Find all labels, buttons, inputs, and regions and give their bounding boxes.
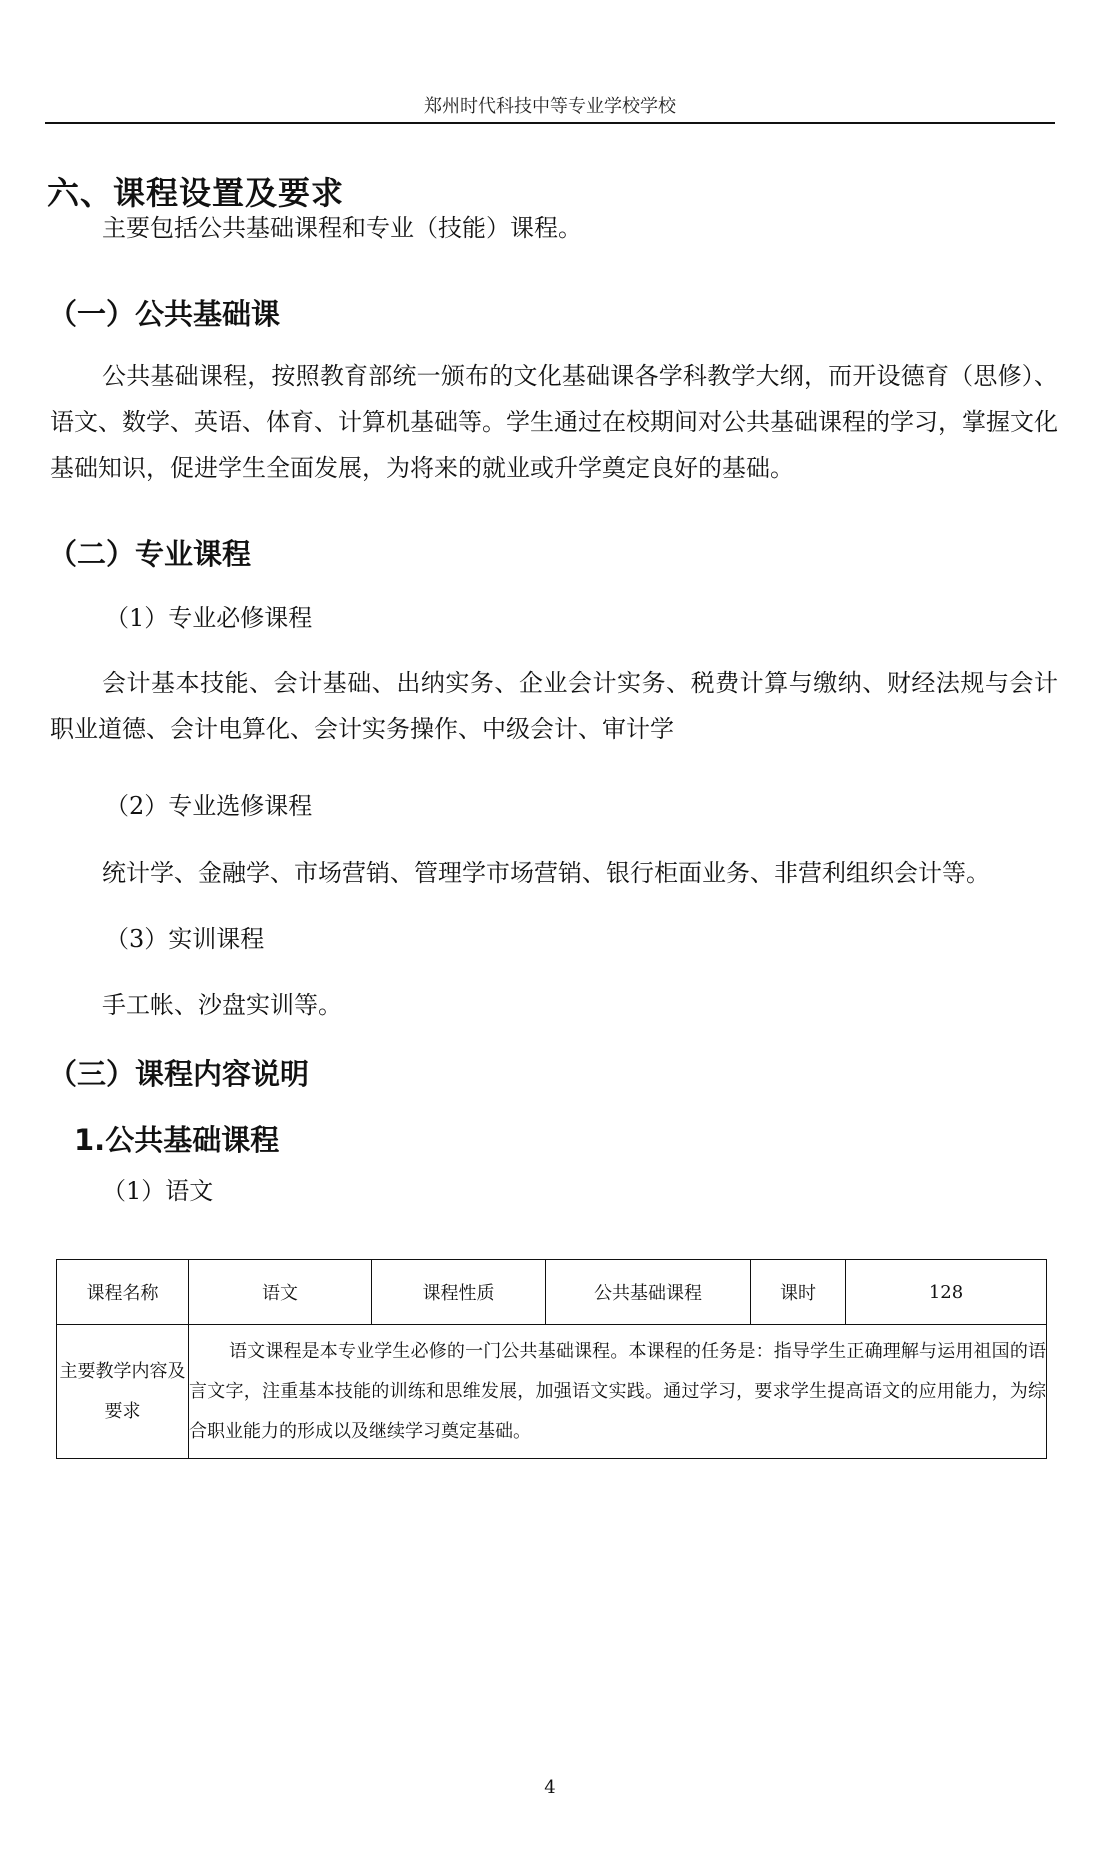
chinese-course-label: （1）语文 xyxy=(102,1177,214,1205)
public-basic-paragraph: 公共基础课程，按照教育部统一颁布的文化基础课各学科教学大纲，而开设德育（思修）、语文、数学、英语、体育、计算机基础等。学生通过在校期间对公共基础课程的学习，掌握文化基础知识，促进学生全面发展，为将来的就业或升学奠定良好的基础。 xyxy=(50,362,1058,482)
course-name-label: 课程名称 xyxy=(57,1260,189,1325)
teaching-content-label: 主要教学内容及要求 xyxy=(57,1325,189,1459)
public-basic-heading: （一）公共基础课 xyxy=(48,297,281,331)
public-basic-courses-subheading: 1.公共基础课程 xyxy=(74,1123,280,1157)
professional-heading: （二）专业课程 xyxy=(48,537,252,571)
required-courses-label: （1）专业必修课程 xyxy=(105,604,313,632)
required-courses-text: 会计基本技能、会计基础、出纳实务、企业会计实务、税费计算与缴纳、财经法规与会计职业道德、会计电算化、会计实务操作、中级会计、审计学 xyxy=(50,669,1058,743)
course-nature-label: 课程性质 xyxy=(372,1260,546,1325)
course-nature-value: 公共基础课程 xyxy=(546,1260,751,1325)
page-header-title: 郑州时代科技中等专业学校学校 xyxy=(424,96,676,117)
course-info-table xyxy=(56,1259,1047,1459)
table-row xyxy=(57,1325,1047,1459)
course-hours-label: 课时 xyxy=(751,1260,846,1325)
section-intro: 主要包括公共基础课程和专业（技能）课程。 xyxy=(102,214,582,242)
table-row xyxy=(57,1260,1047,1325)
course-name-value: 语文 xyxy=(189,1260,372,1325)
elective-courses-label: （2）专业选修课程 xyxy=(105,792,313,820)
section-heading: 六、课程设置及要求 xyxy=(47,174,345,212)
teaching-content-value: 语文课程是本专业学生必修的一门公共基础课程。本课程的任务是：指导学生正确理解与运用祖国的语言文字，注重基本技能的训练和思维发展，加强语文实践。通过学习，要求学生提高语文的应用能力，为综合职业能力的形成以及继续学习奠定基础。 xyxy=(189,1325,1047,1459)
training-courses-label: （3）实训课程 xyxy=(105,925,265,953)
training-courses-text: 手工帐、沙盘实训等。 xyxy=(102,991,342,1019)
elective-courses-text: 统计学、金融学、市场营销、管理学市场营销、银行柜面业务、非营利组织会计等。 xyxy=(102,859,990,887)
header-divider xyxy=(45,122,1055,124)
page-number: 4 xyxy=(544,1777,556,1798)
content-description-heading: （三）课程内容说明 xyxy=(48,1057,310,1091)
course-hours-value: 128 xyxy=(846,1260,1047,1325)
